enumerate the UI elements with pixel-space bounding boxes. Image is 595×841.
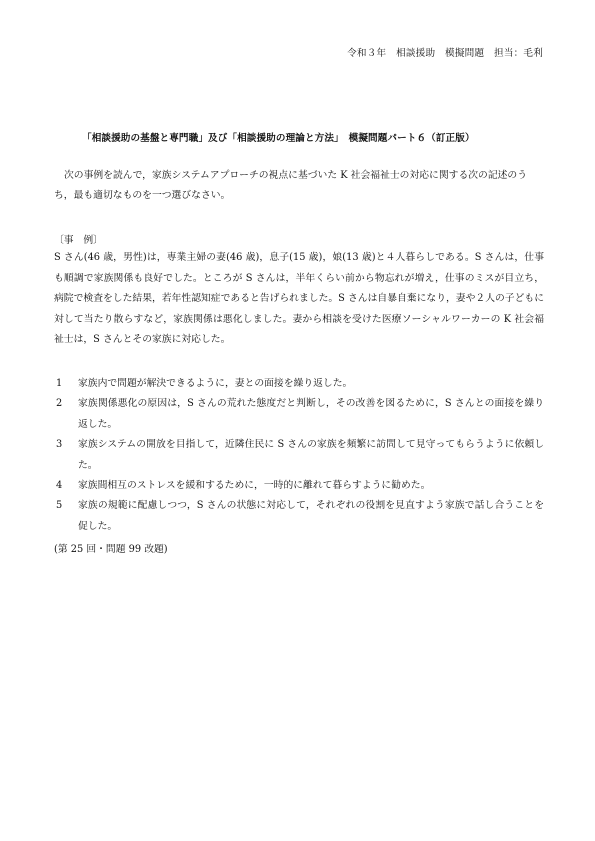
- choice-number: 1: [56, 378, 63, 389]
- choice-item: [54, 435, 544, 476]
- choice-item: [54, 476, 544, 496]
- choice-number: 2: [56, 398, 63, 410]
- choice-item: [54, 496, 544, 537]
- choice-text: 家族間相互のストレスを緩和するために，一時的に離れて暮らすように勧めた。: [78, 480, 431, 492]
- choice-number: 3: [56, 439, 63, 451]
- choice-item: [54, 394, 544, 435]
- document-title: 「相談援助の基盤と専門職」及び「相談援助の理論と方法」 模擬問題パート６（訂正版）: [82, 133, 475, 144]
- choice-text: 家族内で問題が解決できるように，妻との面接を繰り返した。: [78, 378, 353, 389]
- choice-text: 家族関係悪化の原因は，S さんの荒れた態度だと判断し，その改善を図るために，S さんとの面接を繰り返した。: [78, 398, 544, 430]
- case-body: S さん(46 歳，男性)は，専業主婦の妻(46 歳)，息子(15 歳)，娘(13 歳)と４人暮らしである。S さんは，仕事も順調で家族関係も良好でした。ところが S さんは，半年くらい前から物忘れが増え，仕事のミスが目立ち，病院で検査をした結果，若年性認知症であると告げられました。S さんは自暴自棄になり，妻や２人の子どもに対して当たり散らすなど，家族関係は悪化しました。妻から相談を受けた医療ソーシャルワーカーの K 社会福祉士は，S さんとその家族に対応した。: [54, 252, 544, 345]
- choice-number: 5: [56, 500, 63, 512]
- question-source: (第 25 回・問題 99 改題): [54, 544, 168, 555]
- choice-item: [54, 374, 544, 394]
- header-info: 令和３年 相談援助 模擬問題 担当：毛利: [347, 48, 543, 59]
- answer-choices: [54, 374, 544, 537]
- choice-number: 4: [56, 480, 63, 492]
- choice-text: 家族の規範に配慮しつつ，S さんの状態に対応して，それぞれの役割を見直すよう家族で話し合うことを促した。: [78, 500, 544, 532]
- question-instruction: 次の事例を読んで，家族システムアプローチの視点に基づいた K 社会福祉士の対応に関する次の記述のうち，最も適切なものを一つ選びなさい。: [54, 170, 528, 201]
- choice-text: 家族システムの開放を目指して，近隣住民に S さんの家族を頻繁に訪問して見守ってもらうように依頼した。: [78, 439, 544, 471]
- case-heading: 〔事 例〕: [54, 235, 103, 246]
